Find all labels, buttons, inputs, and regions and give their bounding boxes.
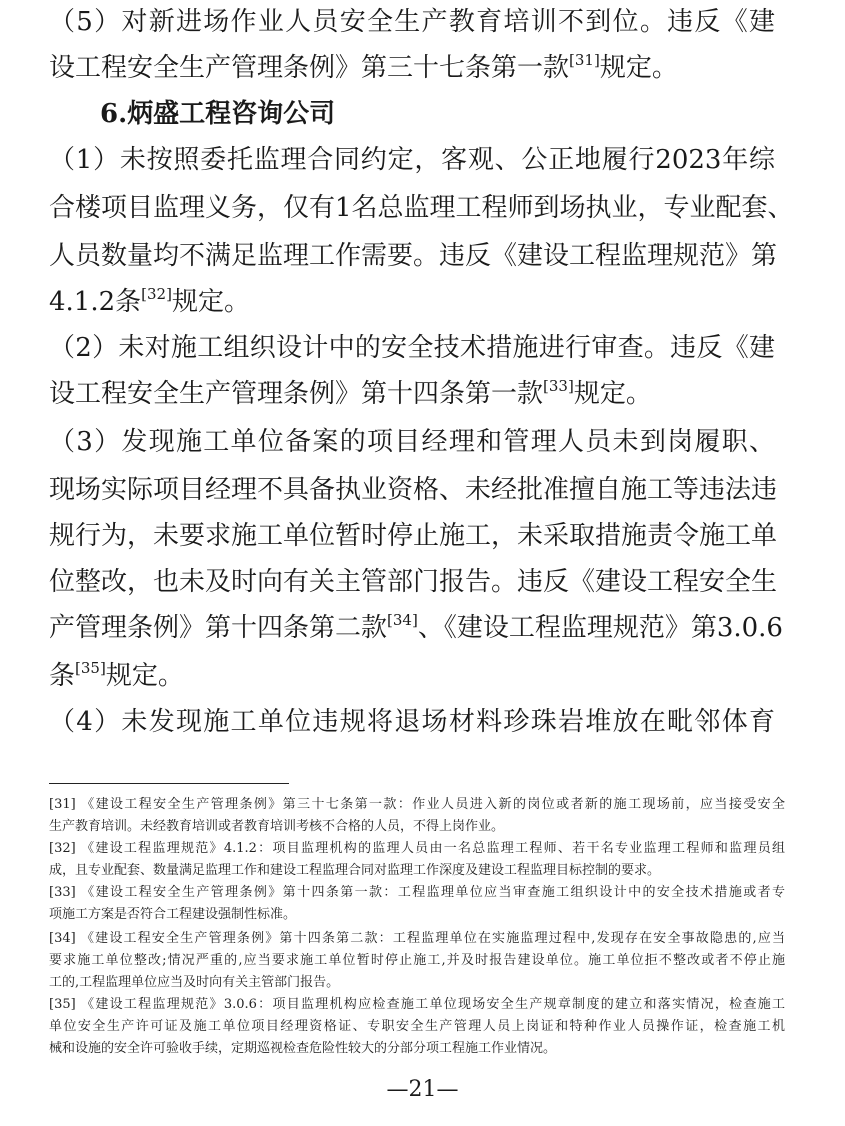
footnote-ref-33[interactable]: [33] (543, 377, 574, 395)
item-3-line-6 (49, 659, 775, 693)
footnote-35-line-2: 单位安全生产许可证及施工单位项目经理资格证、专职安全生产管理人员上岗证和特种作业人员操作证，检查施工机 (49, 1019, 785, 1034)
footnote-ref-31[interactable]: [31] (569, 51, 600, 69)
item-3-line-2: 现场实际项目经理不具备执业资格、未经批准擅自施工等违法违 (49, 475, 778, 505)
footnote-34-line-2: 要求施工单位整改;情况严重的,应当要求施工单位暂时停止施工,并及时报告建设单位。施工单位拒不整改或者不停止施 (49, 953, 785, 968)
section-heading: 6.炳盛工程咨询公司 (100, 99, 336, 129)
footnote-ref-32[interactable]: [32] (141, 285, 172, 303)
text: 设工程安全生产管理条例》第三十七条第一款 (49, 53, 570, 83)
text: 设工程安全生产管理条例》第十四条第一款 (49, 379, 544, 409)
footnote-ref-34[interactable]: [34] (387, 611, 418, 629)
item-3-line-4: 位整改，也未及时向有关主管部门报告。违反《建设工程安全生 (49, 567, 778, 597)
footnote-34-line-1: [34] 《建设工程安全生产管理条例》第十四条第二款：工程监理单位在实施监理过程中,发现存在安全事故隐患的,应当 (49, 931, 785, 946)
footnote-32-line-2: 成，且专业配套、数量满足监理工作和建设工程监理合同对监理工作深度及建设工程监理目标控制的要求。 (49, 863, 661, 878)
item-3-line-5 (49, 611, 783, 645)
text: 产管理条例》第十四条第二款 (49, 613, 388, 643)
paragraph-5-line-2 (49, 51, 775, 85)
item-1-line-4 (49, 285, 775, 319)
page-number: —21— (386, 1077, 459, 1102)
text: 4.1.2条 (49, 287, 142, 317)
item-3-line-1: （3）发现施工单位备案的项目经理和管理人员未到岗履职、 (49, 427, 775, 457)
text: 条 (49, 661, 76, 691)
item-2-line-2 (49, 377, 775, 411)
item-4-line-1: （4）未发现施工单位违规将退场材料珍珠岩堆放在毗邻体育 (49, 707, 775, 737)
footnote-35-line-1: [35] 《建设工程监理规范》3.0.6：项目监理机构应检查施工单位现场安全生产规章制度的建立和落实情况，检查施工 (49, 997, 785, 1012)
item-3-line-3: 规行为，未要求施工单位暂时停止施工，未采取措施责令施工单 (49, 521, 778, 551)
footnote-34-line-3: 工的,工程监理单位应当及时向有关主管部门报告。 (49, 975, 340, 990)
item-2-line-1: （2）未对施工组织设计中的安全技术措施进行审查。违反《建 (49, 333, 775, 363)
item-1-line-2: 合楼项目监理义务，仅有1名总监理工程师到场执业，专业配套、 (49, 193, 794, 223)
text: 、《建设工程监理规范》第3.0.6 (417, 613, 783, 643)
text: 规定。 (105, 661, 184, 691)
footnote-35-line-3: 械和设施的安全许可验收手续，定期巡视检查危险性较大的分部分项工程施工作业情况。 (49, 1041, 557, 1056)
text: 规定。 (599, 53, 678, 83)
footnote-31-line-2: 生产教育培训。未经教育培训或者教育培训考核不合格的人员，不得上岗作业。 (49, 819, 505, 834)
text: 规定。 (573, 379, 652, 409)
footnote-33-line-1: [33] 《建设工程安全生产管理条例》第十四条第一款：工程监理单位应当审查施工组织设计中的安全技术措施或者专 (49, 885, 785, 900)
item-1-line-1: （1）未按照委托监理合同约定，客观、公正地履行2023年综 (49, 145, 775, 175)
paragraph-5-line-1: （5）对新进场作业人员安全生产教育培训不到位。违反《建 (49, 7, 775, 37)
text: 规定。 (171, 287, 250, 317)
footnote-31-line-1: [31] 《建设工程安全生产管理条例》第三十七条第一款：作业人员进入新的岗位或者新的施工现场前，应当接受安全 (49, 797, 785, 812)
item-1-line-3: 人员数量均不满足监理工作需要。违反《建设工程监理规范》第 (49, 241, 778, 271)
footnote-33-line-2: 项施工方案是否符合工程建设强制性标准。 (49, 907, 297, 922)
footnote-separator (49, 783, 289, 784)
footnote-32-line-1: [32] 《建设工程监理规范》4.1.2：项目监理机构的监理人员由一名总监理工程师、若干名专业监理工程师和监理员组 (49, 841, 785, 856)
footnote-ref-35[interactable]: [35] (75, 659, 106, 677)
